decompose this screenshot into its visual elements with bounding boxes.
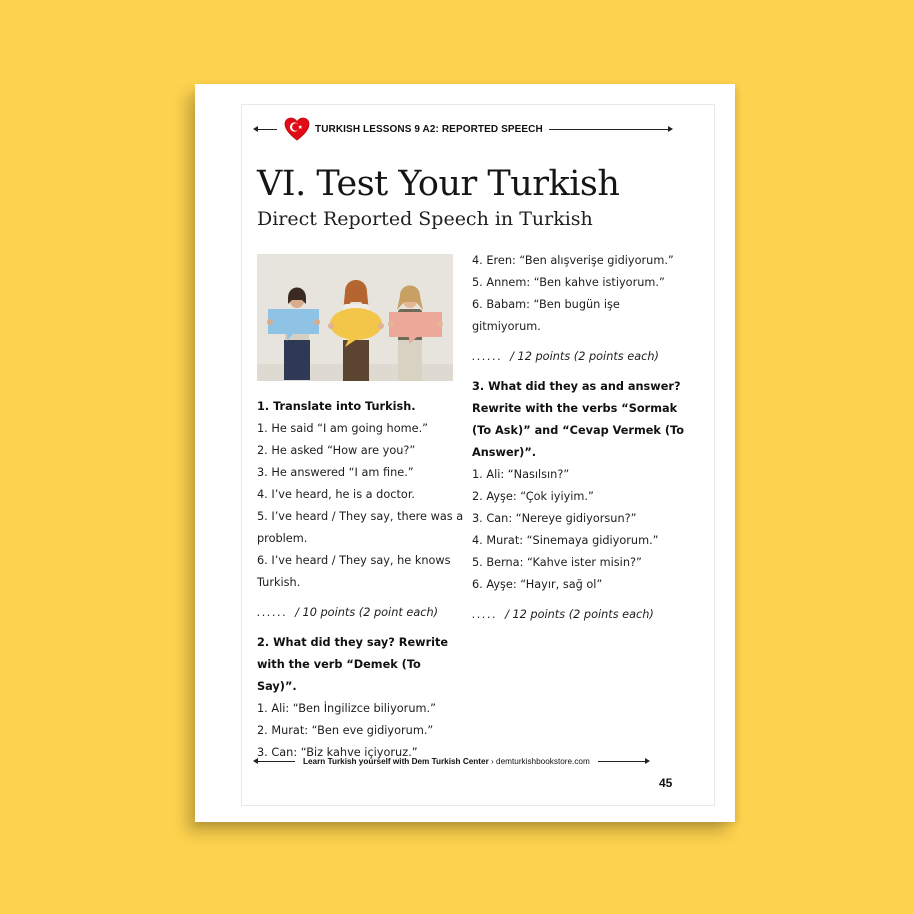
section3-heading-line: 3. What did they as and answer? [472,380,681,393]
section2-item: 2. Murat: “Ben eve gidiyorum.” [257,724,434,737]
section3-points [472,604,687,626]
page-number: 45 [659,776,673,790]
header-arrow-right [549,129,669,130]
page-footer [257,754,677,768]
section1-item: 5. I’ve heard / They say, there was a [257,510,464,523]
section1-heading: 1. Translate into Turkish. [257,400,416,413]
section3-heading-line: (To Ask)” and “Cevap Vermek (To [472,424,684,437]
section1-item: 4. I’ve heard, he is a doctor. [257,488,416,501]
section1-item: Turkish. [257,576,301,589]
section2-item: 3. Can: “Biz kahve içiyoruz.” [257,746,418,759]
header-arrow-left [257,129,277,130]
footer-arrow-right [598,761,646,762]
footer-bold-text: Learn Turkish yourself with Dem Turkish Center [303,756,489,766]
people-with-speech-bubbles-photo [257,254,453,381]
section2-heading-line: 2. What did they say? Rewrite [257,636,449,649]
section3-item: 4. Murat: “Sinemaya gidiyorum.” [472,534,659,547]
section2-item: 5. Annem: “Ben kahve istiyorum.” [472,276,665,289]
section3-heading-line: Rewrite with the verbs “Sormak [472,402,678,415]
turkish-flag-heart-icon [283,116,311,142]
section2-item: 6. Babam: “Ben bugün işe [472,298,620,311]
section2-item: gitmiyorum. [472,320,541,333]
section3-item: 1. Ali: “Nasılsın?” [472,468,570,481]
section1-points-dots: ...... [257,606,288,619]
right-column [472,250,687,634]
section1-item: 1. He said “I am going home.” [257,422,429,435]
footer-arrow-left [257,761,295,762]
footer-link[interactable]: › demturkishbookstore.com [488,756,590,766]
left-column [257,396,464,764]
section1-points [257,602,457,624]
footer-text [303,757,590,766]
section1-item: 6. I’ve heard / They say, he knows [257,554,451,567]
section2-item: 1. Ali: “Ben İngilizce biliyorum.” [257,702,436,715]
section1-item: 3. He answered “I am fine.” [257,466,414,479]
section3-points-dots: ..... [472,608,498,621]
section3-item: 5. Berna: “Kahve ister misin?” [472,556,642,569]
section2-points-dots: ...... [472,350,503,363]
header-title: TURKISH LESSONS 9 A2: REPORTED SPEECH [315,123,543,135]
section3-item: 2. Ayşe: “Çok iyiyim.” [472,490,594,503]
worksheet-page [195,84,735,822]
section2-heading-line: with the verb “Demek (To Say)”. [257,658,421,693]
section3-item: 6. Ayşe: “Hayır, sağ ol” [472,578,603,591]
section3-heading-line: Answer)”. [472,446,537,459]
section3-item: 3. Can: “Nereye gidiyorsun?” [472,512,637,525]
page-subtitle: Direct Reported Speech in Turkish [257,208,593,230]
photo-illustration [257,254,453,381]
section1-item: problem. [257,532,308,545]
section3-points-text: / 12 points (2 points each) [505,608,654,621]
section1-points-text: / 10 points (2 point each) [295,606,439,619]
section1-item: 2. He asked “How are you?” [257,444,416,457]
section2-item: 4. Eren: “Ben alışverişe gidiyorum.” [472,254,674,267]
section2-points-text: / 12 points (2 points each) [510,350,659,363]
section2-points [472,346,687,368]
page-header [257,116,677,142]
page-title: VI. Test Your Turkish [257,164,620,204]
